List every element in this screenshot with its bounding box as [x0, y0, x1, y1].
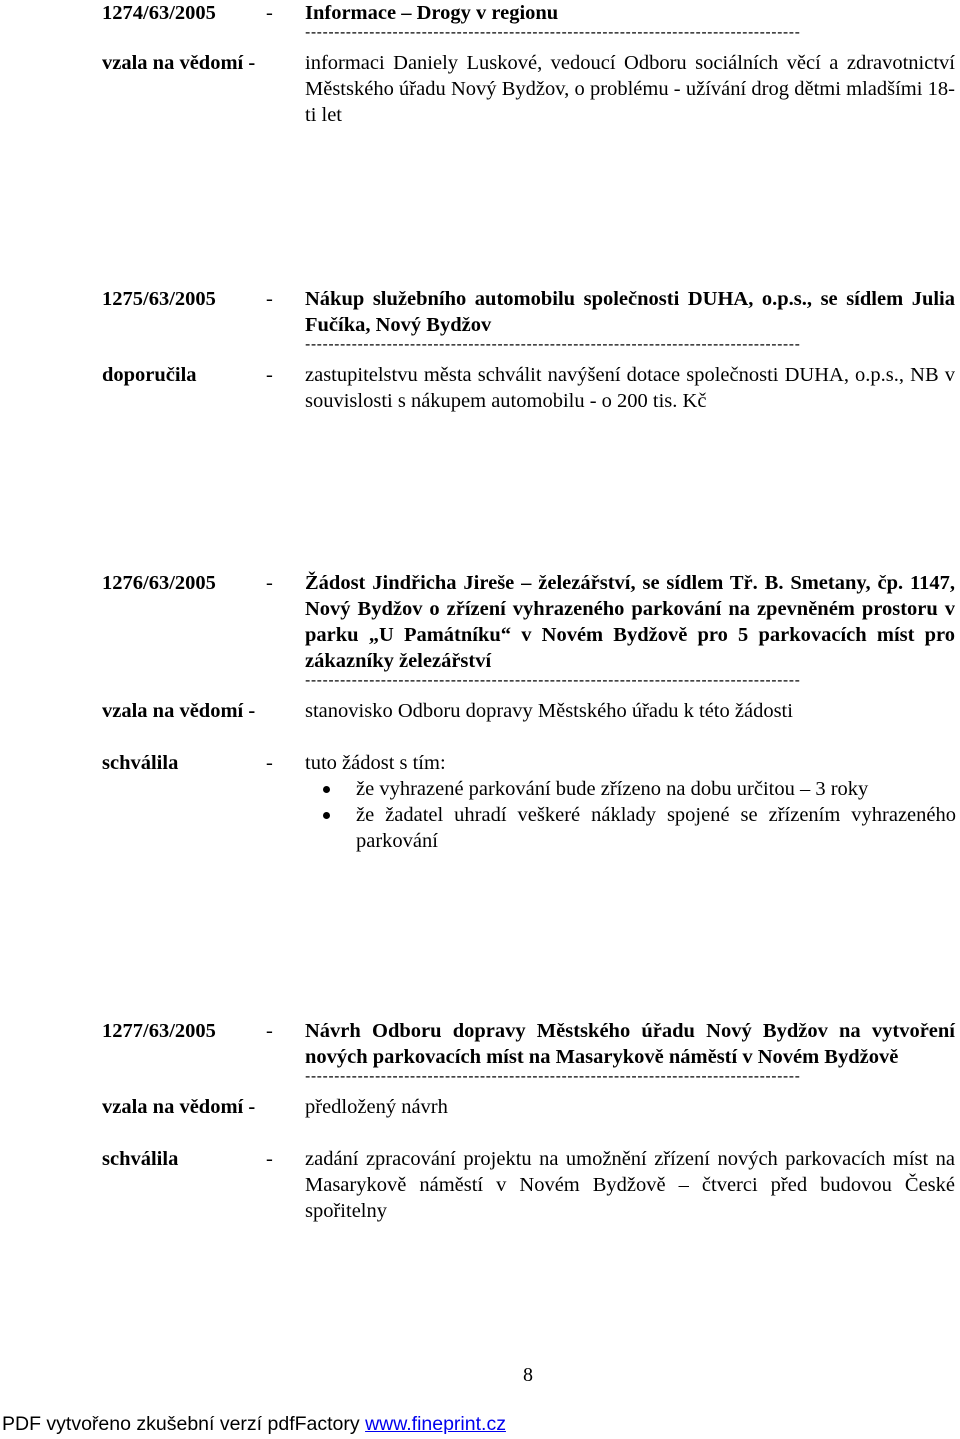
resolution-number: 1274/63/2005: [102, 2, 216, 24]
separator: -------------------------------------------------------------------------------------: [305, 26, 801, 40]
separator: -------------------------------------------------------------------------------------: [305, 1070, 801, 1084]
action-label: doporučila: [102, 364, 197, 386]
dash: -: [266, 1148, 273, 1170]
pdf-footer: [2, 1411, 506, 1437]
resolution-1276: [0, 570, 960, 854]
action-label: vzala na vědomí -: [102, 1096, 256, 1118]
footer-link[interactable]: www.fineprint.cz: [365, 1413, 506, 1435]
resolution-text: stanovisko Odboru dopravy Městského úřadu k této žádosti: [305, 700, 793, 722]
resolution-1277: [0, 1018, 960, 1224]
dash: -: [266, 364, 273, 386]
bullet-item: [356, 776, 956, 802]
resolution-number: 1276/63/2005: [102, 572, 216, 594]
dash: -: [266, 572, 273, 594]
resolution-title: Žádost Jindřicha Jireše – železářství, se sídlem Tř. B. Smetany, čp. 1147, Nový Bydžov o zřízení vyhrazeného parkování na zpevněném prostoru v parku „U Památníku“ v Novém Bydžově pro 5 parkovacích míst pro zákazníky železářství: [305, 572, 955, 672]
bullet-icon: [323, 812, 330, 819]
footer-text: PDF vytvořeno zkušební verzí pdfFactory: [2, 1413, 366, 1435]
resolution-number: 1275/63/2005: [102, 288, 216, 310]
dash: -: [266, 288, 273, 310]
separator: -------------------------------------------------------------------------------------: [305, 338, 801, 352]
bullet-icon: [323, 786, 330, 793]
resolution-title: Informace – Drogy v regionu: [305, 2, 559, 24]
dash: -: [266, 752, 273, 774]
resolution-1275: [0, 286, 960, 414]
dash: -: [266, 1020, 273, 1042]
action-label: schválila: [102, 752, 179, 774]
page-number: 8: [523, 1364, 533, 1386]
resolution-title: Návrh Odboru dopravy Městského úřadu Nový Bydžov na vytvoření nových parkovacích míst na Masarykově náměstí v Novém Bydžově: [305, 1020, 955, 1068]
action-label: vzala na vědomí -: [102, 700, 256, 722]
bullet-text: že žadatel uhradí veškeré náklady spojené se zřízením vyhrazeného parkování: [356, 804, 956, 852]
bullet-text: že vyhrazené parkování bude zřízeno na dobu určitou – 3 roky: [356, 778, 869, 800]
resolution-text: tuto žádost s tím:: [305, 752, 446, 774]
resolution-title: Nákup služebního automobilu společnosti DUHA, o.p.s., se sídlem Julia Fučíka, Nový Bydžov: [305, 288, 955, 336]
resolution-number: 1277/63/2005: [102, 1020, 216, 1042]
resolution-text: zastupitelstvu města schválit navýšení dotace společnosti DUHA, o.p.s., NB v souvislosti s nákupem automobilu - o 200 tis. Kč: [305, 364, 955, 412]
resolution-1274: [0, 0, 960, 128]
separator: -------------------------------------------------------------------------------------: [305, 674, 801, 688]
bullet-item: [356, 802, 956, 854]
resolution-text: předložený návrh: [305, 1096, 448, 1118]
resolution-text: zadání zpracování projektu na umožnění zřízení nových parkovacích míst na Masarykově náměstí v Novém Bydžově – čtverci před budovou České spořitelny: [305, 1148, 955, 1222]
action-label: vzala na vědomí -: [102, 52, 256, 74]
action-label: schválila: [102, 1148, 179, 1170]
dash: -: [266, 2, 273, 24]
resolution-text: informaci Daniely Luskové, vedoucí Odboru sociálních věcí a zdravotnictví Městského úřadu Nový Bydžov, o problému - užívání drog dětmi mladšími 18-ti let: [305, 52, 955, 126]
